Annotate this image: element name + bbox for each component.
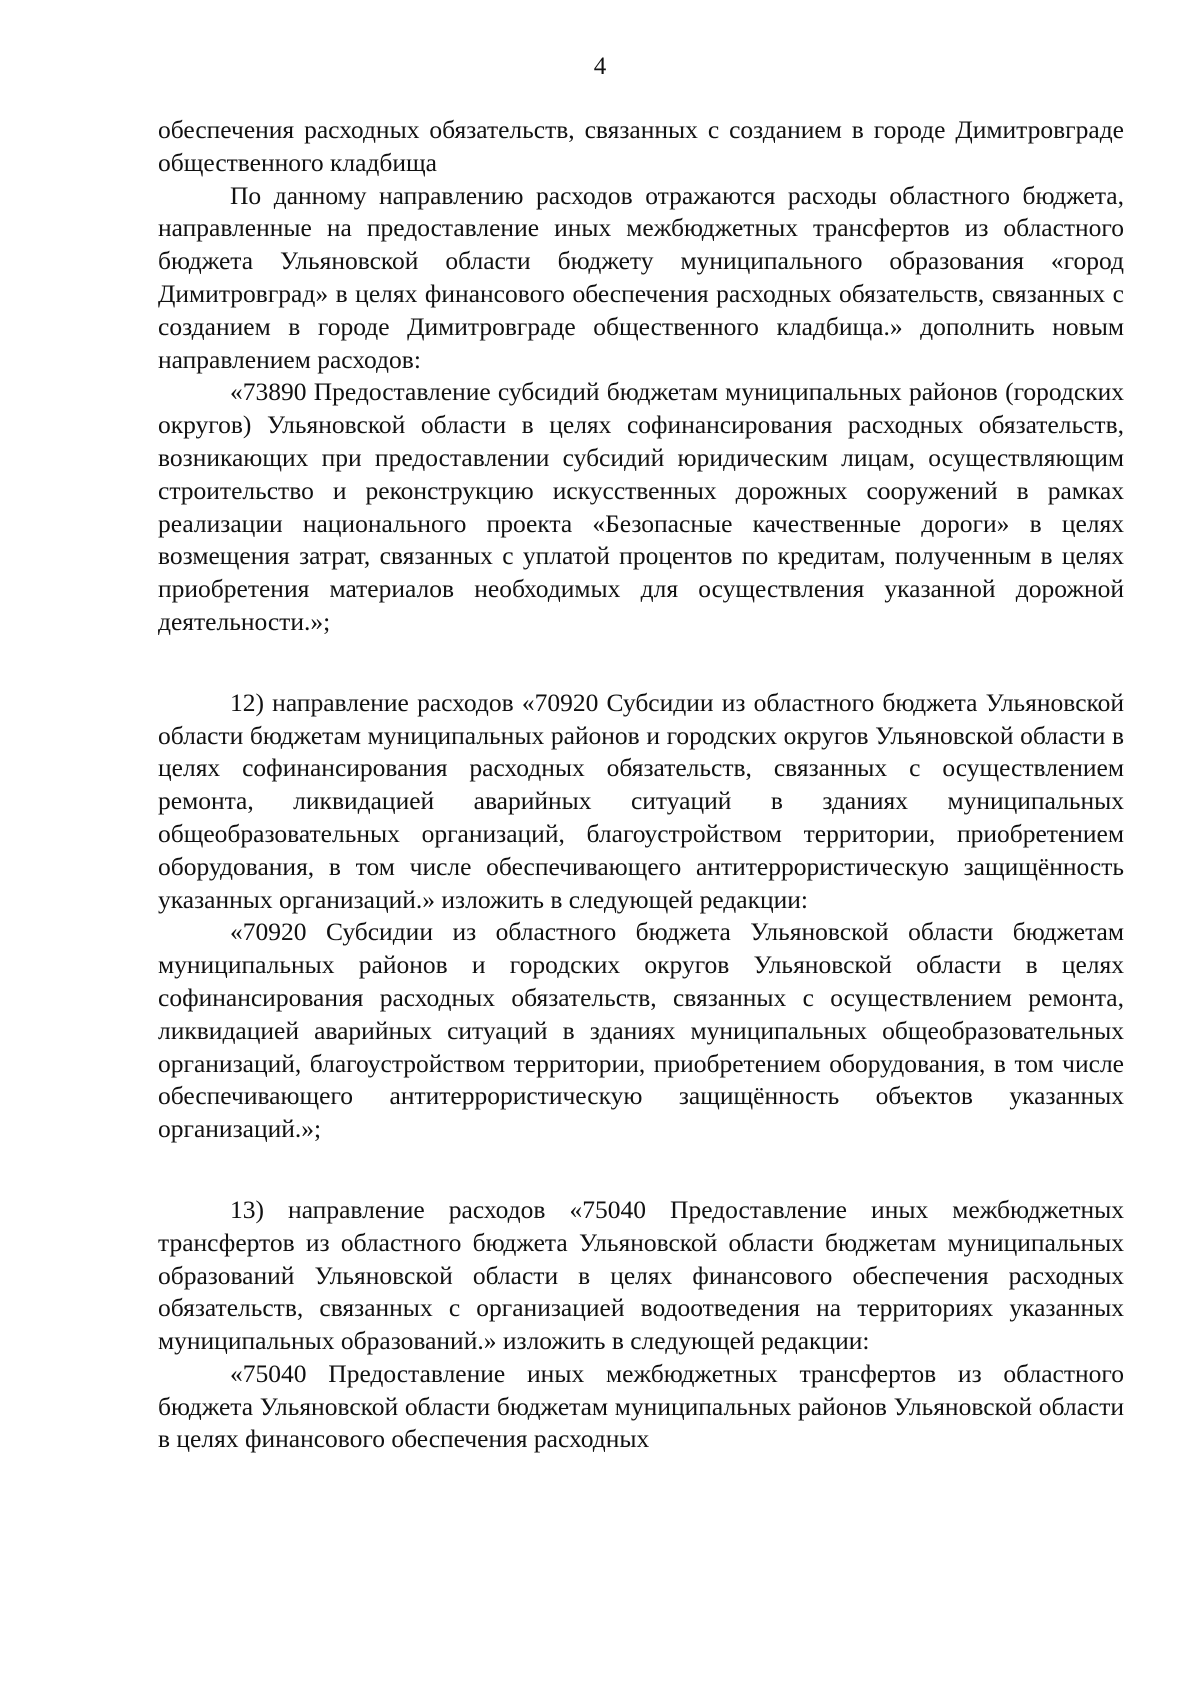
paragraph-75040-text: «75040 Предоставление иных межбюджетных трансфертов из областного бюджета Ульяновской области бюджетам муниципальных районов Ульяновской области в целях финансового обеспечения расходных: [158, 1358, 1124, 1454]
paragraph-item-12: 12) направление расходов «70920 Субсидии из областного бюджета Ульяновской области бюджетам муниципальных районов и городских округов Ульяновской области в целях софинансирования расходных обязательств, связанных с осуществлением ремонта, ликвидацией аварийных ситуаций в зданиях муниципальных общеобразовательных организаций, благоустройством территории, приобретением оборудования, в том числе обеспечивающего антитеррористическую защищённость указанных организаций.» изложить в следующей редакции:: [158, 687, 1124, 914]
paragraph-continuation: обеспечения расходных обязательств, связанных с созданием в городе Димитровграде общественного кладбища: [158, 115, 1124, 177]
paragraph-gap: [158, 639, 1124, 687]
page-number: 4: [593, 53, 607, 80]
document-body: [158, 114, 1124, 1456]
paragraph-expenditure-description: По данному направлению расходов отражаются расходы областного бюджета, направленные на предоставление иных межбюджетных трансфертов из областного бюджета Ульяновской области бюджету муниципального образования «город Димитровград» в целях финансового обеспечения расходных обязательств, связанных с созданием в городе Димитровграде общественного кладбища.» дополнить новым направлением расходов:: [158, 180, 1124, 374]
paragraph-73890-text: «73890 Предоставление субсидий бюджетам муниципальных районов (городских округов) Ульяновской области в целях софинансирования расходных обязательств, возникающих при предоставлении субсидий юридическим лицам, осуществляющим строительство и реконструкцию искусственных дорожных сооружений в рамках реализации национального проекта «Безопасные качественные дороги» в целях возмещения затрат, связанных с уплатой процентов по кредитам, полученным в целях приобретения материалов необходимых для осуществления указанной дорожной деятельности.»;: [158, 377, 1124, 636]
paragraph-70920-text: «70920 Субсидии из областного бюджета Ульяновской области бюджетам муниципальных районов и городских округов Ульяновской области в целях софинансирования расходных обязательств, связанных с осуществлением ремонта, ликвидацией аварийных ситуаций в зданиях муниципальных общеобразовательных организаций, благоустройством территории, приобретением оборудования, в том числе обеспечивающего антитеррористическую защищённость объектов указанных организаций.»;: [158, 917, 1124, 1144]
paragraph-item-13: 13) направление расходов «75040 Предоставление иных межбюджетных трансфертов из областного бюджета Ульяновской области бюджетам муниципальных образований Ульяновской области в целях финансового обеспечения расходных обязательств, связанных с организацией водоотведения на территориях указанных муниципальных образований.» изложить в следующей редакции:: [158, 1194, 1124, 1356]
paragraph-gap: [158, 1146, 1124, 1194]
